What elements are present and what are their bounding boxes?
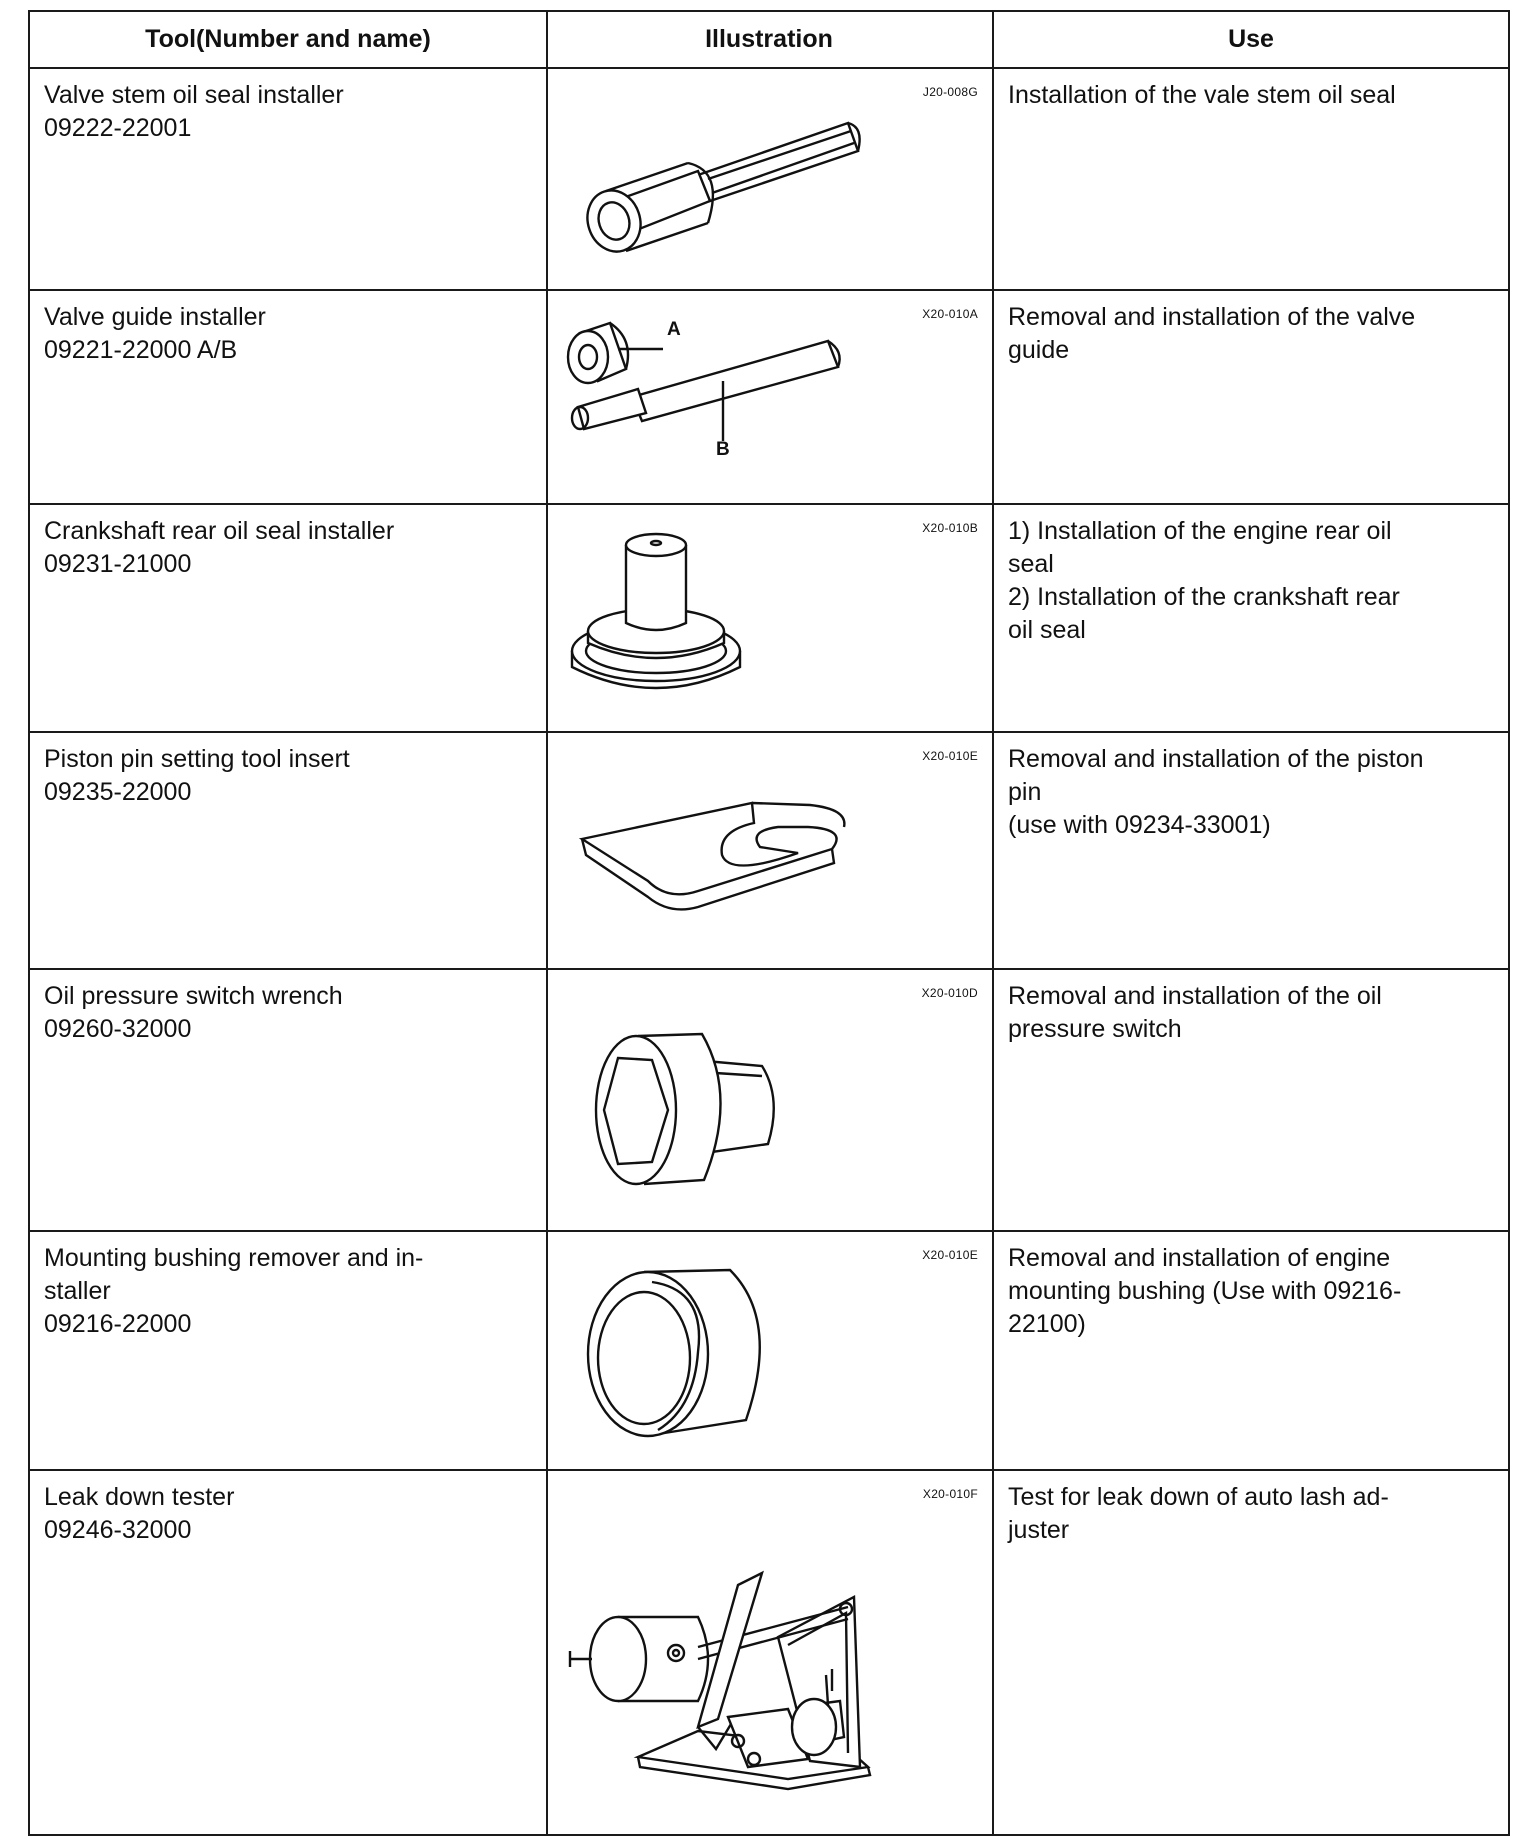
- table-row-use: [994, 289, 1510, 503]
- illustration-cell: [548, 1230, 992, 1469]
- use-line: 1) Installation of the engine rear oil: [1008, 517, 1392, 545]
- tool-number: 09235-22000: [44, 778, 192, 806]
- tool-number: 09246-32000: [44, 1516, 192, 1544]
- oil-pressure-switch-wrench-icon: [548, 968, 992, 1230]
- tool-name-cont: staller: [44, 1277, 111, 1305]
- callout-label-b: B: [716, 439, 730, 460]
- use-line: Removal and installation of the valve: [1008, 303, 1416, 331]
- illustration-cell: [548, 67, 992, 289]
- tool-number: 09231-21000: [44, 550, 192, 578]
- mounting-bushing-remover-installer-icon: [548, 1230, 992, 1469]
- table-row-use: [994, 67, 1510, 289]
- piston-pin-setting-tool-insert-icon: [548, 731, 992, 968]
- figure-code: X20-010F: [922, 1487, 978, 1501]
- tool-name: Crankshaft rear oil seal installer: [44, 517, 395, 545]
- figure-code: J20-008G: [922, 85, 978, 99]
- use-line: Test for leak down of auto lash ad-: [1008, 1483, 1389, 1511]
- tool-name: Oil pressure switch wrench: [44, 982, 343, 1010]
- use-line: guide: [1008, 336, 1070, 364]
- figure-code: X20-010D: [921, 986, 978, 1000]
- use-line: oil seal: [1008, 616, 1086, 644]
- use-line: Removal and installation of the oil: [1008, 982, 1382, 1010]
- special-tools-table: [28, 10, 1510, 1836]
- illustration-cell: [548, 503, 992, 731]
- table-row-use: [994, 503, 1510, 731]
- tool-number: 09221-22000 A/B: [44, 336, 238, 364]
- tool-name: Piston pin setting tool insert: [44, 745, 350, 773]
- use-line: 22100): [1008, 1310, 1086, 1338]
- table-row-use: [994, 731, 1510, 968]
- table-row-use: [994, 1230, 1510, 1469]
- tool-number: 09222-22001: [44, 114, 192, 142]
- figure-code: X20-010E: [922, 749, 978, 763]
- leak-down-tester-icon: [548, 1469, 992, 1836]
- valve-stem-oil-seal-installer-icon: [548, 67, 992, 289]
- illustration-cell: [548, 1469, 992, 1836]
- figure-code: X20-010E: [922, 1248, 978, 1262]
- figure-code: X20-010B: [922, 521, 978, 535]
- use-line: Removal and installation of the piston: [1008, 745, 1424, 773]
- tool-name: Valve guide installer: [44, 303, 266, 331]
- table-row-tool: [30, 67, 546, 289]
- table-row-use: [994, 1469, 1510, 1836]
- use-line: Installation of the vale stem oil seal: [1008, 81, 1396, 109]
- tool-number: 09216-22000: [44, 1310, 192, 1338]
- illustration-cell: [548, 289, 992, 503]
- figure-code: X20-010A: [922, 307, 978, 321]
- table-row-tool: [30, 503, 546, 731]
- header-illustration: Illustration: [705, 25, 833, 53]
- use-line: (use with 09234-33001): [1008, 811, 1271, 839]
- table-row-tool: [30, 1469, 546, 1836]
- table-row-tool: [30, 968, 546, 1230]
- tool-number: 09260-32000: [44, 1015, 192, 1043]
- table-row-tool: [30, 289, 546, 503]
- illustration-cell: [548, 731, 992, 968]
- use-line: pin: [1008, 778, 1042, 806]
- use-line: seal: [1008, 550, 1054, 578]
- table-row-use: [994, 968, 1510, 1230]
- use-line: mounting bushing (Use with 09216-: [1008, 1277, 1402, 1305]
- illustration-cell: [548, 968, 992, 1230]
- table-row-tool: [30, 1230, 546, 1469]
- table-row-tool: [30, 731, 546, 968]
- tool-name: Mounting bushing remover and in-: [44, 1244, 424, 1272]
- use-line: Removal and installation of engine: [1008, 1244, 1391, 1272]
- header-use: Use: [1228, 25, 1274, 53]
- crankshaft-rear-oil-seal-installer-icon: [548, 503, 992, 731]
- valve-guide-installer-icon: [548, 289, 992, 503]
- header-tool: Tool(Number and name): [145, 25, 431, 53]
- use-line: pressure switch: [1008, 1015, 1182, 1043]
- tool-name: Leak down tester: [44, 1483, 235, 1511]
- callout-label-a: A: [667, 319, 681, 340]
- use-line: 2) Installation of the crankshaft rear: [1008, 583, 1400, 611]
- use-line: juster: [1008, 1516, 1070, 1544]
- tool-name: Valve stem oil seal installer: [44, 81, 344, 109]
